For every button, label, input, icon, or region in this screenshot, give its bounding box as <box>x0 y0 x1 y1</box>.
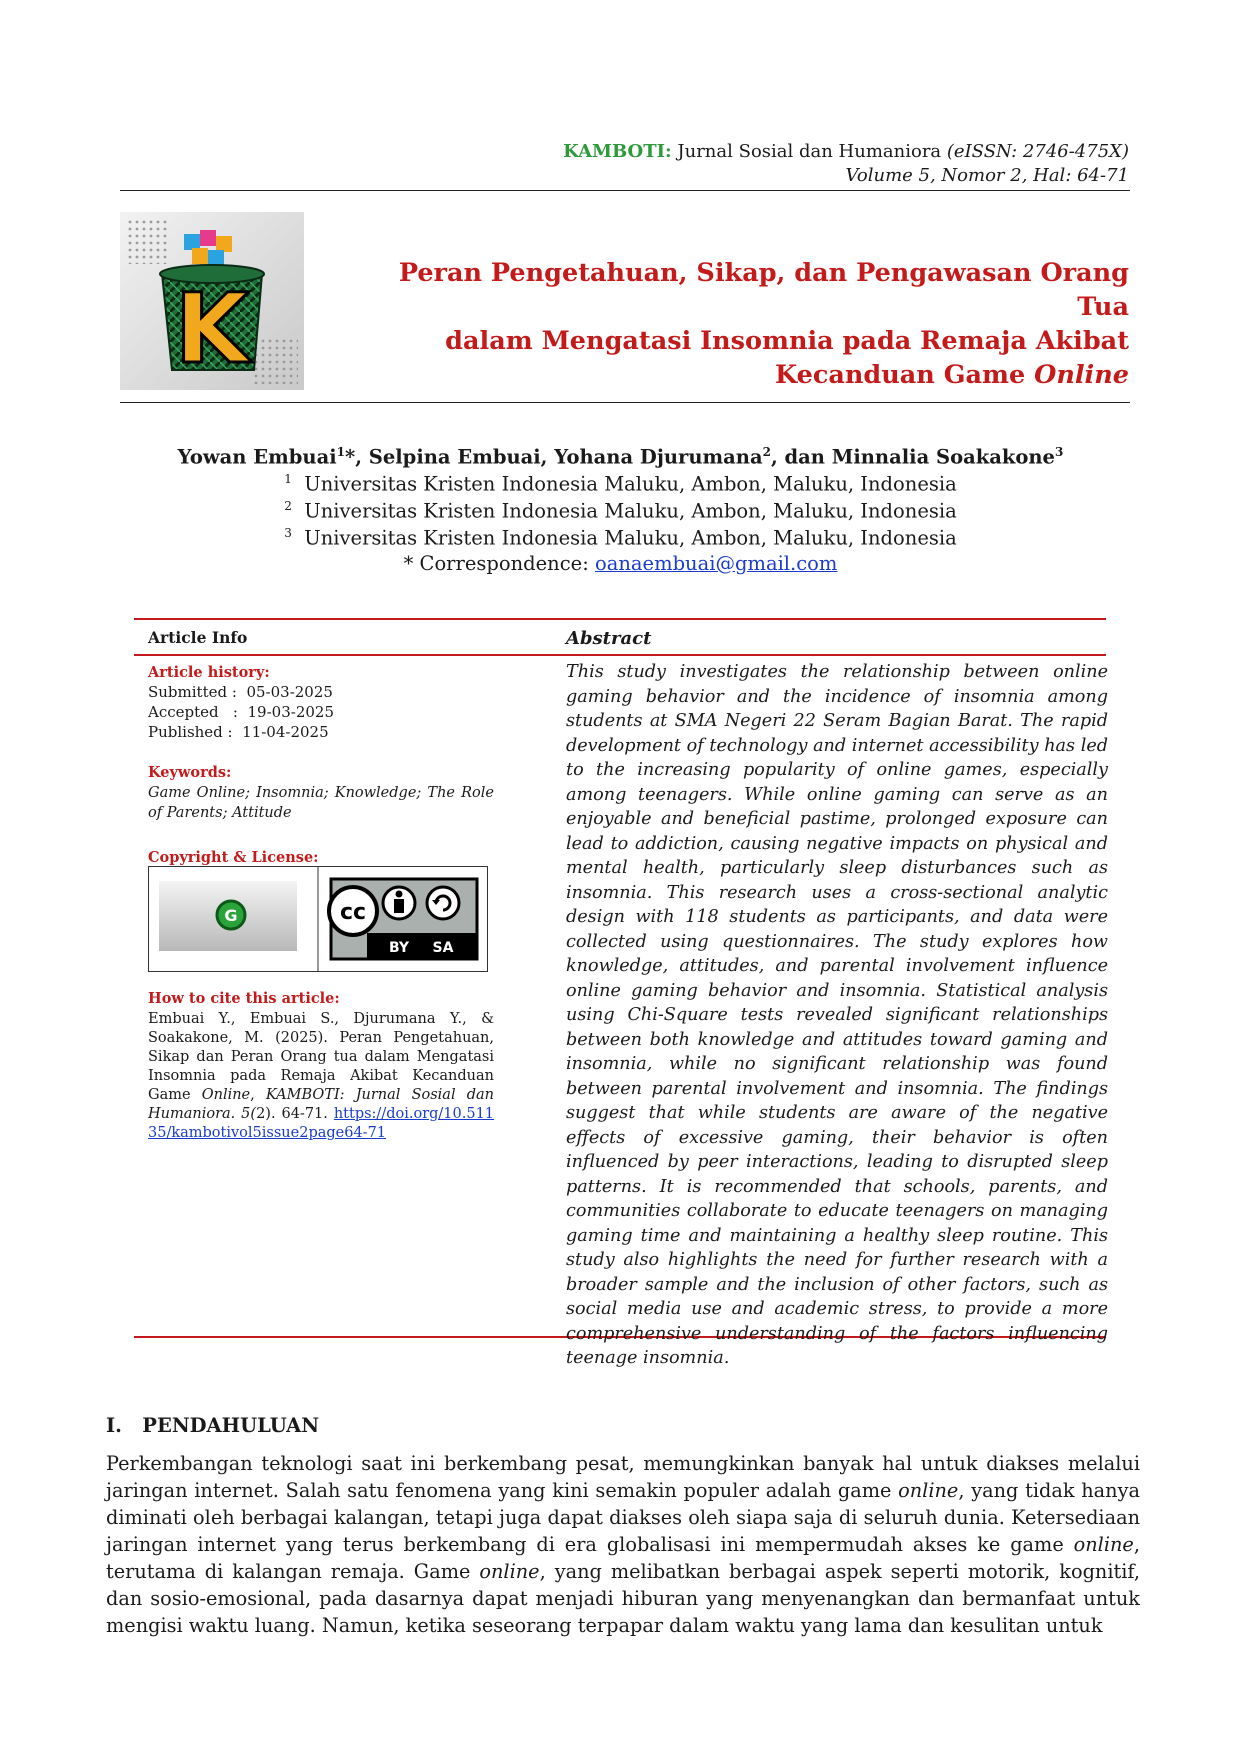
affiliation-num: 3 <box>284 526 292 540</box>
license-box <box>148 866 488 972</box>
title-rule <box>120 402 1130 403</box>
title-line-2: dalam Mengatasi Insomnia pada Remaja Akibat <box>445 326 1129 356</box>
paper-title <box>389 256 1129 392</box>
affiliation-3 <box>0 526 1241 550</box>
title-line-3-text: Kecanduan Game <box>775 360 1035 390</box>
sa-icon <box>427 887 459 919</box>
journal-header <box>563 140 1129 188</box>
citation-journal: KAMBOTI: Jurnal Sosial dan Humaniora. 5( <box>148 1087 495 1122</box>
table-header-rule <box>134 654 1106 656</box>
published-date: Published : 11-04-2025 <box>148 723 329 741</box>
para-italic: online <box>1073 1533 1134 1556</box>
svg-text:cc: cc <box>339 900 367 925</box>
issn: (eISSN: 2746-475X) <box>946 141 1129 162</box>
citation-issue: 2). 64-71. <box>256 1106 328 1122</box>
para-text: , yang tidak hanya diminati oleh berbagai kalangan, tetapi juga dapat diakses oleh siapa saja di seluruh dunia. Ketersediaan jaringan internet yang terus berkembang di era globalisasi ini mempermudah akses ke game <box>106 1479 1140 1556</box>
author-list <box>0 445 1241 469</box>
title-line-3 <box>389 358 1129 392</box>
para-text: Perkembangan teknologi saat ini berkembang pesat, memungkinkan banyak hal untuk diakses melalui jaringan internet. Salah satu fenomena yang kini semakin populer adalah game <box>106 1452 1140 1502</box>
citation <box>148 1010 494 1143</box>
affiliation-text: Universitas Kristen Indonesia Maluku, Ambon, Maluku, Indonesia <box>304 499 957 523</box>
correspondence-label: * Correspondence: <box>403 552 595 575</box>
table-top-rule <box>134 618 1106 620</box>
logo-letter: K <box>174 273 250 385</box>
section-number: I. <box>106 1414 122 1437</box>
affiliation-num: 2 <box>284 499 292 513</box>
abstract-heading: Abstract <box>566 628 652 649</box>
para-italic: online <box>479 1560 540 1583</box>
affiliation-text: Universitas Kristen Indonesia Maluku, Ambon, Maluku, Indonesia <box>304 526 957 550</box>
journal-name: KAMBOTI: <box>563 141 672 162</box>
title-line-3-italic: Online <box>1034 360 1129 390</box>
author-4: , dan Minnalia Soakakone <box>770 445 1055 469</box>
author-3-sup: 2 <box>762 445 771 459</box>
svg-text:SA: SA <box>432 940 454 956</box>
abstract-text: This study investigates the relationship between online gaming behavior and the incidence of insomnia among students at SMA Negeri 22 Seram Bagian Barat. The rapid development of technology and internet accessibility has led to the increasing popularity of online games, especially among teenagers. While online gaming can serve as an enjoyable and beneficial pastime, prolonged exposure can lead to addiction, causing negative impacts on physical and mental health, particularly sleep disturbances such as insomnia. This research uses a cross-sectional analytic design with 118 students as participants, and data were collected using questionnaires. The study explores how knowledge, attitudes, and parental involvement influence online gaming behavior and insomnia. Statistical analysis using Chi-Square tests revealed significant relationships between both knowledge and attitudes toward gaming and insomnia, while no significant relationship was found between parental involvement and insomnia. The findings suggest that while students are aware of the negative effects of excessive gaming, their behavior is often influenced by peer interactions, leading to disrupted sleep patterns. It is recommended that schools, parents, and communities collaborate to educate teenagers on managing gaming time and maintaining a healthy sleep routine. This study also highlights the need for further research with a broader sample and the inclusion of other factors, such as social media use and academic stress, to provide a more comprehensive understanding of the factors influencing teenage insomnia. <box>566 662 1108 1368</box>
section-title: PENDAHULUAN <box>142 1414 320 1437</box>
para-text: , yang melibatkan berbagai aspek seperti motorik, kognitif, dan sosio-emosional, pada dasarnya dapat menjadi hiburan yang menyenangkan dan bermanfaat untuk mengisi waktu luang. Namun, ketika seseorang terpapar dalam waktu yang lama dan kesulitan untuk <box>106 1560 1140 1637</box>
history-label: Article history: <box>148 664 270 681</box>
affiliation-1 <box>0 472 1241 496</box>
keywords-label: Keywords: <box>148 764 232 781</box>
volume-text: Volume 5, Nomor 2, Hal: 64-71 <box>845 165 1129 186</box>
journal-line <box>563 140 1129 164</box>
section-heading <box>106 1414 319 1437</box>
affiliation-num: 1 <box>284 472 292 486</box>
author-4-sup: 3 <box>1054 445 1064 459</box>
license-graphic <box>149 867 487 971</box>
author-1-sup: 1 <box>336 445 345 459</box>
corresponding-mark: *, <box>345 445 362 469</box>
journal-subtitle: Jurnal Sosial dan Humaniora <box>671 141 947 162</box>
submitted-date: Submitted : 05-03-2025 <box>148 683 333 701</box>
header-rule <box>120 190 1130 191</box>
license-label: Copyright & License: <box>148 849 319 866</box>
correspondence <box>0 552 1241 575</box>
doi-link[interactable]: https://doi.org/10.51135/kambotivol5issue2page64-71 <box>148 1106 495 1141</box>
affiliation-2 <box>0 499 1241 523</box>
volume-info <box>563 164 1129 188</box>
svg-text:G: G <box>224 906 238 925</box>
citation-text: Embuai Y., Embuai S., Djurumana Y., & Soakakone, M. (2025). Peran Pengetahuan, Sikap dan Peran Orang tua dalam Mengatasi Insomnia pada Remaja Akibat Kecanduan Game <box>148 1011 494 1103</box>
keywords: Game Online; Insomnia; Knowledge; The Role of Parents; Attitude <box>148 785 494 821</box>
intro-paragraph <box>106 1450 1140 1639</box>
title-line-1: Peran Pengetahuan, Sikap, dan Pengawasan Orang Tua <box>398 258 1129 322</box>
author-2-3: Selpina Embuai, Yohana Djurumana <box>362 445 763 469</box>
svg-text:BY: BY <box>388 940 410 956</box>
cite-label: How to cite this article: <box>148 990 340 1007</box>
article-info-heading: Article Info <box>148 628 248 647</box>
para-text: , terutama di kalangan remaja. Game <box>106 1533 1140 1583</box>
accepted-date: Accepted : 19-03-2025 <box>148 703 334 721</box>
journal-logo <box>120 212 304 390</box>
para-italic: online <box>898 1479 959 1502</box>
citation-sep: , <box>250 1087 266 1103</box>
citation-italic: Online <box>201 1087 251 1103</box>
author-1: Yowan Embuai <box>177 445 337 469</box>
correspondence-email-link[interactable]: oanaembuai@gmail.com <box>594 552 838 575</box>
affiliation-text: Universitas Kristen Indonesia Maluku, Ambon, Maluku, Indonesia <box>304 472 957 496</box>
